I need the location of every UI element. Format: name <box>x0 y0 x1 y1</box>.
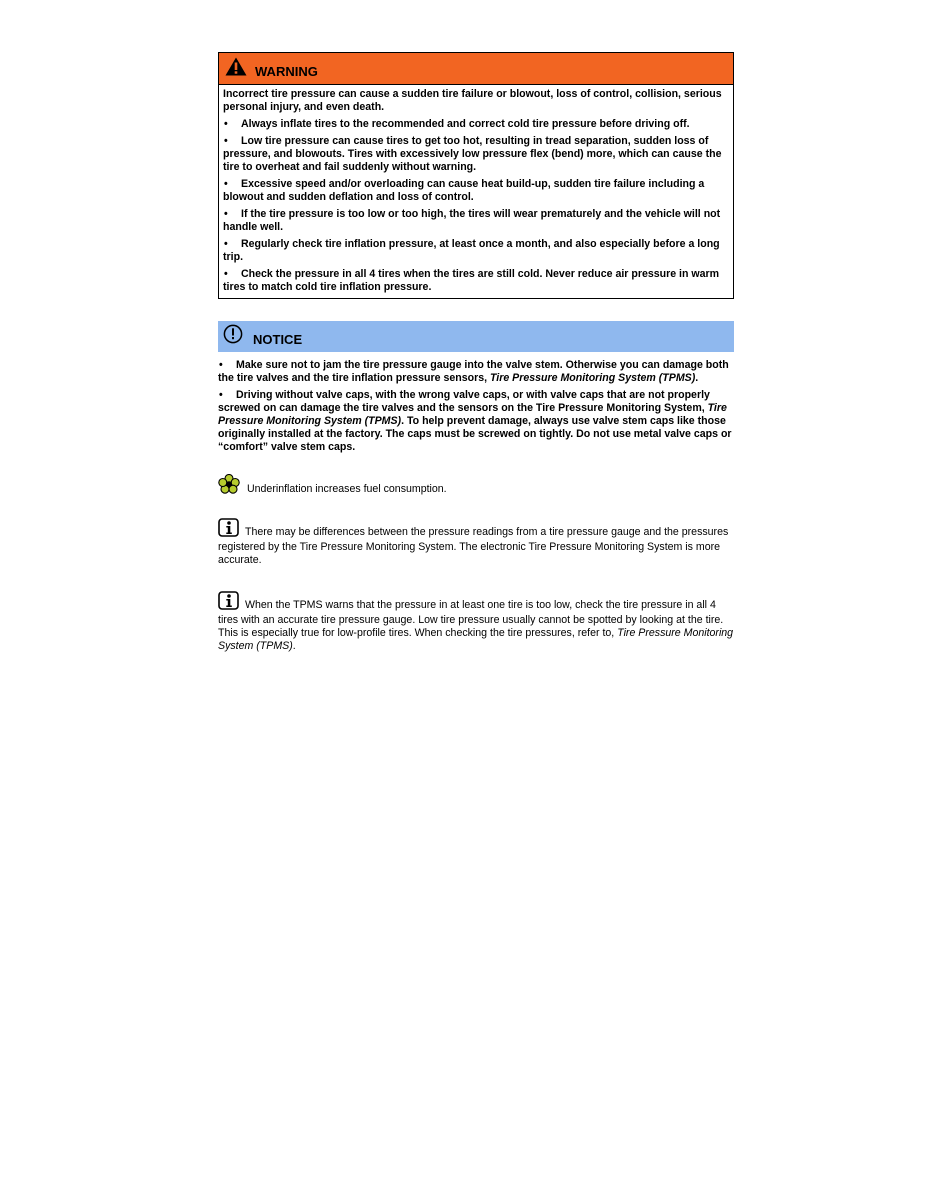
exclamation-circle-icon <box>223 324 243 349</box>
warning-bullet: • Low tire pressure can cause tires to get too hot, resulting in tread separation, sudden loss of pressure, and blowouts. Tires with excessively low pressure flex (bend) more, which can cause the tire to overheat and fail suddenly without warning. <box>223 135 722 173</box>
warning-bullet: • Always inflate tires to the recommended and correct cold tire pressure before driving off. <box>224 118 690 130</box>
warning-bullet: • Regularly check tire inflation pressure, at least once a month, and also especially before a long trip. <box>223 238 720 263</box>
bullet-icon: • <box>224 135 228 147</box>
bullet-icon: • <box>219 359 223 371</box>
flower-icon <box>218 474 240 498</box>
notice-bullet: • Make sure not to jam the tire pressure gauge into the valve stem. Otherwise you can damage both the tire valves and the tire inflation pressure sensors, Tire Pressure Monitoring System (TPMS). <box>218 359 729 384</box>
notice-header <box>218 321 734 352</box>
info-note <box>218 518 734 567</box>
warning-box <box>218 52 734 299</box>
warning-body <box>219 85 733 298</box>
info-note-text: There may be differences between the pressure readings from a tire pressure gauge and the pressures registered by the Tire Pressure Monitoring System. The electronic Tire Pressure Monitoring System is more accurate. <box>218 526 729 566</box>
warning-triangle-icon <box>225 57 247 81</box>
tpms-reference-link[interactable]: Tire Pressure Monitoring System (TPMS) <box>218 627 734 652</box>
bullet-icon: • <box>224 268 228 280</box>
eco-note-text: Underinflation increases fuel consumption. <box>247 482 447 495</box>
manual-page <box>218 52 734 653</box>
bullet-icon: • <box>224 208 228 220</box>
notice-body <box>218 352 734 454</box>
info-icon <box>218 518 239 541</box>
notice-bullet: • Driving without valve caps, with the wrong valve caps, or with valve caps that are not properly screwed on can damage the tire valves and the sensors on the Tire Pressure Monitoring System, Tire Pressure Monitoring System (TPMS). To help prevent damage, always use valve stem caps like those originally installed at the factory. The caps must be screwed on tightly. Do not use metal valve caps or “comfort” valve stem caps. <box>218 389 732 453</box>
warning-header <box>219 53 733 85</box>
warning-bullet: • If the tire pressure is too low or too high, the tires will wear prematurely and the vehicle will not handle well. <box>223 208 721 233</box>
info-note-text: When the TPMS warns that the pressure in at least one tire is too low, check the tire pressure in all 4 tires with an accurate tire pressure gauge. Low tire pressure usually cannot be spotted by looking at the tire. This is especially true for low-profile tires. When checking the tire pressures, refer to, <box>218 599 724 639</box>
bullet-icon: • <box>219 389 223 401</box>
warning-intro: Incorrect tire pressure can cause a sudden tire failure or blowout, loss of control, collision, serious personal injury, and even death. <box>223 88 722 113</box>
warning-bullet: • Check the pressure in all 4 tires when the tires are still cold. Never reduce air pressure in warm tires to match cold tire inflation pressure. <box>223 268 720 293</box>
bullet-icon: • <box>224 118 228 130</box>
bullet-icon: • <box>224 178 228 190</box>
tpms-reference-link[interactable]: Tire Pressure Monitoring System (TPMS) <box>490 372 696 384</box>
info-note: When the TPMS warns that the pressure in at least one tire is too low, check the tire pressure in all 4 tires with an accurate tire pressure gauge. Low tire pressure usually cannot be spotted by looking at the tire. This is especially true for low-profile tires. When checking the tire pressures, refer to, Tire Pressure Monitoring System (TPMS). <box>218 591 734 653</box>
tpms-reference-link[interactable]: Tire Pressure Monitoring System (TPMS) <box>218 402 727 427</box>
info-icon <box>218 591 239 614</box>
bullet-icon: • <box>224 238 228 250</box>
notice-title: NOTICE <box>253 331 303 347</box>
eco-note <box>218 474 734 498</box>
warning-title: WARNING <box>255 64 318 79</box>
warning-bullet: • Excessive speed and/or overloading can cause heat build-up, sudden tire failure including a blowout and sudden deflation and loss of control. <box>223 178 705 203</box>
